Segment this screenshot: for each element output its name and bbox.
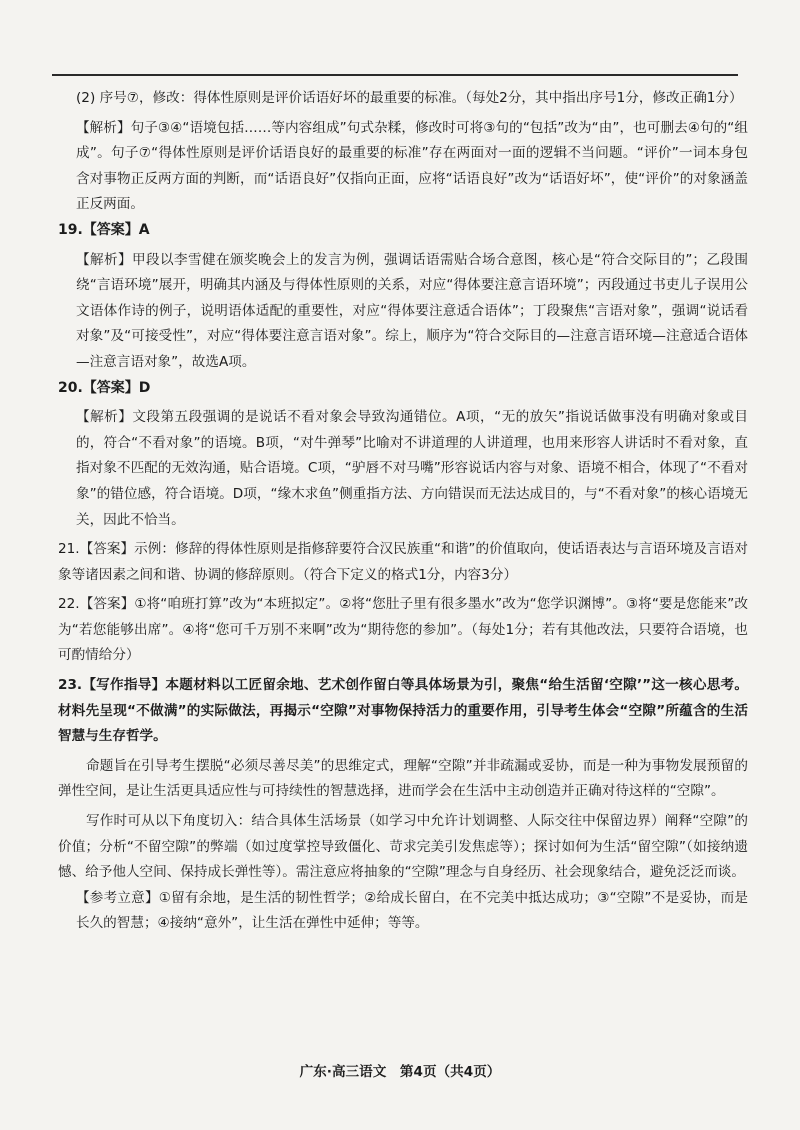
item23-reference-ideas: 【参考立意】①留有余地，是生活的韧性哲学；②给成长留白，在不完美中抵达成功；③“空隙”不是妥协，而是长久的智慧；④接纳“意外”，让生活在弹性中延伸；等等。 (76, 889, 748, 932)
item19-answer: 19.【答案】A (58, 221, 150, 238)
item19-analysis: 【解析】甲段以李雪健在颁奖晚会上的发言为例，强调话语需贴合场合意图，核心是“符合交际目的”；乙段围绕“言语环境”展开，明确其内涵及与得体性原则的关系，对应“得体要注意言语环境”；丙段通过书吏儿子误用公文语体作诗的例子，说明语体适配的重要性，对应“得体要注意适合语体”；丁段聚焦“言语对象”，强调“说话看对象”及“可接受性”，对应“得体要注意言语对象”。综上，顺序为“符合交际目的—注意言语环境—注意适合语体—注意言语对象”，故选A项。 (76, 251, 748, 370)
answer-content (58, 86, 748, 937)
item22-answer: 22.【答案】①将“咱班打算”改为“本班拟定”。②将“您肚子里有很多墨水”改为“您学识渊博”。③将“要是您能来”改为“若您能够出席”。④将“您可千万别不来啊”改为“期待您的参加”。（每处1分；若有其他改法，只要符合语境，也可酌情给分） (58, 596, 748, 664)
item23-paragraph-2: 写作时可从以下角度切入：结合具体生活场景（如学习中允许计划调整、人际交往中保留边界）阐释“空隙”的价值；分析“不留空隙”的弊端（如过度掌控导致僵化、苛求完美引发焦虑等）；探讨如何为生活“留空隙”（如接纳遗憾、给予他人空间、保持成长弹性等）。需注意应将抽象的“空隙”理念与自身经历、社会现象结合，避免泛泛而谈。 (58, 813, 748, 881)
item23-writing-guide: 23.【写作指导】本题材料以工匠留余地、艺术创作留白等具体场景为引，聚焦“给生活留‘空隙’”这一核心思考。材料先呈现“不做满”的实际做法，再揭示“空隙”对事物保持活力的重要作用，引导考生体会“空隙”所蕴含的生活智慧与生存哲学。 (58, 677, 748, 745)
page-footer: 广东·高三语文 第4页（共4页） (299, 1064, 501, 1080)
item21-answer: 21.【答案】示例：修辞的得体性原则是指修辞要符合汉民族重“和谐”的价值取向，使话语表达与言语环境及言语对象等诸因素之间和谐、协调的修辞原则。（符合下定义的格式1分，内容3分） (58, 541, 748, 583)
item20-analysis: 【解析】文段第五段强调的是说话不看对象会导致沟通错位。A项，“无的放矢”指说话做事没有明确对象或目的，符合“不看对象”的语境。B项，“对牛弹琴”比喻对不讲道理的人讲道理，也用来形容人讲话时不看对象，直指对象不匹配的无效沟通，贴合语境。C项，“驴唇不对马嘴”形容说话内容与对象、语境不相合，体现了“不看对象”的错位感，符合语境。D项，“缘木求鱼”侧重指方法、方向错误而无法达成目的，与“不看对象”的核心语境无关，因此不恰当。 (76, 409, 748, 528)
top-divider (52, 74, 738, 76)
item18-answer: (2) 序号⑦，修改：得体性原则是评价话语好坏的最重要的标准。（每处2分，其中指出序号1分，修改正确1分） (76, 90, 743, 106)
item23-paragraph-1: 命题旨在引导考生摆脱“必须尽善尽美”的思维定式，理解“空隙”并非疏漏或妥协，而是一种为事物发展预留的弹性空间，是让生活更具适应性与可持续性的智慧选择，进而学会在生活中主动创造并正确对待这样的“空隙”。 (58, 757, 748, 800)
item18-analysis: 【解析】句子③④“语境包括……等内容组成”句式杂糅，修改时可将③句的“包括”改为“由”，也可删去④句的“组成”。句子⑦“得体性原则是评价话语良好的最重要的标准”存在两面对一面的逻辑不当问题。“评价”一词本身包含对事物正反两方面的判断，而“话语良好”仅指向正面，应将“话语良好”改为“话语好坏”，使“评价”的对象涵盖正反两面。 (76, 119, 748, 213)
item20-answer: 20.【答案】D (58, 379, 151, 396)
